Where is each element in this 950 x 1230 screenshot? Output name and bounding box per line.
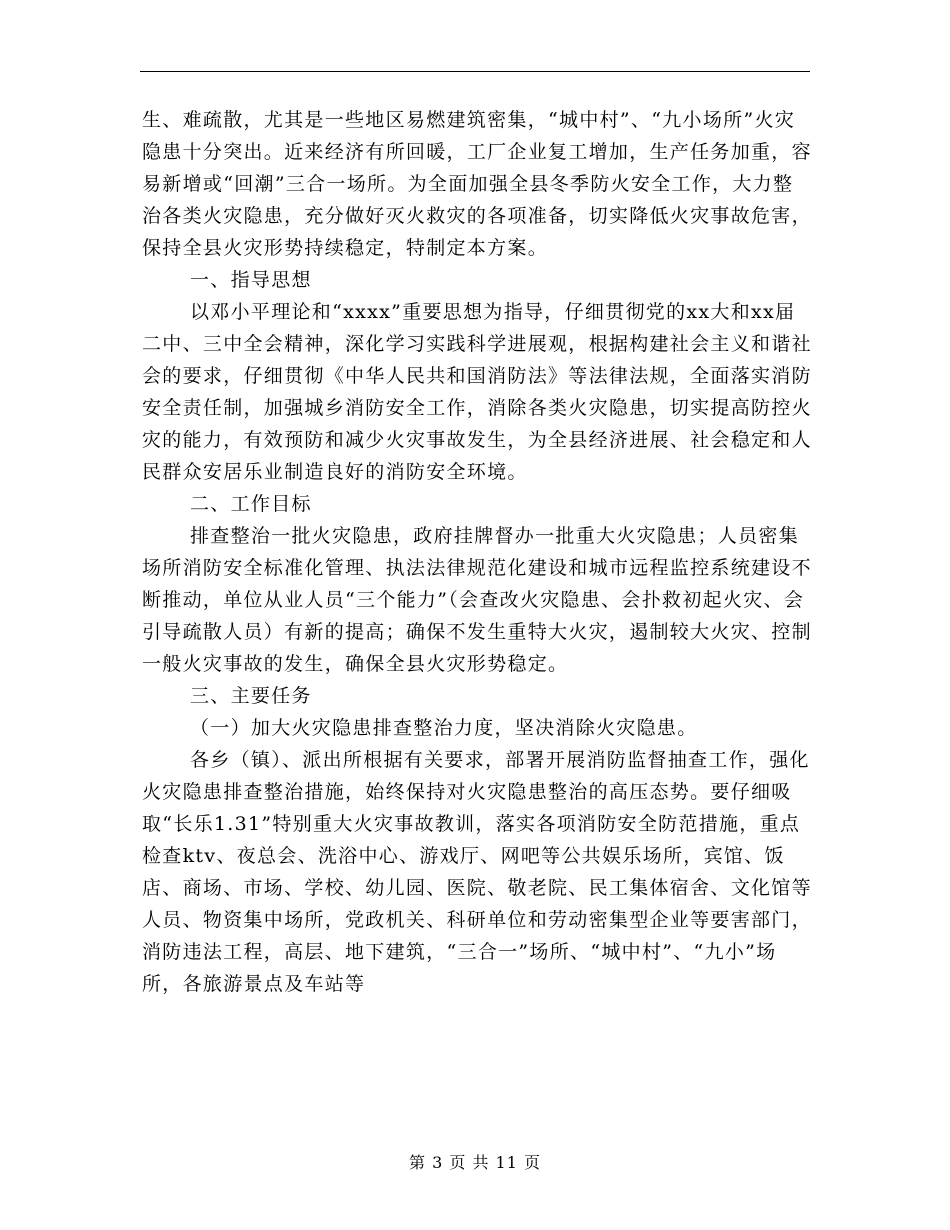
- section-heading-work-goals: 二、工作目标: [190, 493, 312, 515]
- document-body: [142, 104, 812, 1000]
- header-rule: [140, 71, 810, 72]
- subsection-heading-hazard-rectification: （一）加大火灾隐患排查整治力度，坚决消除火灾隐患。: [190, 717, 698, 739]
- body-paragraph-guiding-thought: 以邓小平理论和“xxxx”重要思想为指导，仔细贯彻党的xx大和xx届二中、三中全会精神，深化学习实践科学进展观，根据构建社会主义和谐社会的要求，仔细贯彻《中华人民共和国消防法》等法律法规，全面落实消防安全责任制，加强城乡消防安全工作，消除各类火灾隐患，切实提高防控火灾的能力，有效预防和减少火灾事故发生，为全县经济进展、社会稳定和人民群众安居乐业制造良好的消防安全环境。: [142, 301, 812, 483]
- body-paragraph-work-goals: 排查整治一批火灾隐患，政府挂牌督办一批重大火灾隐患；人员密集场所消防安全标准化管理、执法法律规范化建设和城市远程监控系统建设不断推动，单位从业人员“三个能力”（会查改火灾隐患、会扑救初起火灾、会引导疏散人员）有新的提高；确保不发生重特大火灾，遏制较大火灾、控制一般火灾事故的发生，确保全县火灾形势稳定。: [142, 525, 812, 675]
- body-paragraph-hazard-rectification: 各乡（镇）、派出所根据有关要求，部署开展消防监督抽查工作，强化火灾隐患排查整治措施，始终保持对火灾隐患整治的高压态势。要仔细吸取“长乐1.31”特别重大火灾事故教训，落实各项消防安全防范措施，重点检查ktv、夜总会、洗浴中心、游戏厅、网吧等公共娱乐场所，宾馆、饭店、商场、市场、学校、幼儿园、医院、敬老院、民工集体宿舍、文化馆等人员、物资集中场所，党政机关、科研单位和劳动密集型企业等要害部门，消防违法工程，高层、地下建筑，“三合一”场所、“城中村”、“九小”场所，各旅游景点及车站等: [142, 749, 812, 995]
- section-heading-main-tasks: 三、主要任务: [190, 685, 312, 707]
- body-paragraph-continued: 生、难疏散，尤其是一些地区易燃建筑密集，“城中村”、“九小场所”火灾隐患十分突出。近来经济有所回暖，工厂企业复工增加，生产任务加重，容易新增或“回潮”三合一场所。为全面加强全县冬季防火安全工作，大力整治各类火灾隐患，充分做好灭火救灾的各项准备，切实降低火灾事故危害，保持全县火灾形势持续稳定，特制定本方案。: [142, 109, 812, 259]
- page-number-footer: 第 3 页 共 11 页: [409, 1153, 541, 1172]
- section-heading-guiding-thought: 一、指导思想: [190, 269, 312, 291]
